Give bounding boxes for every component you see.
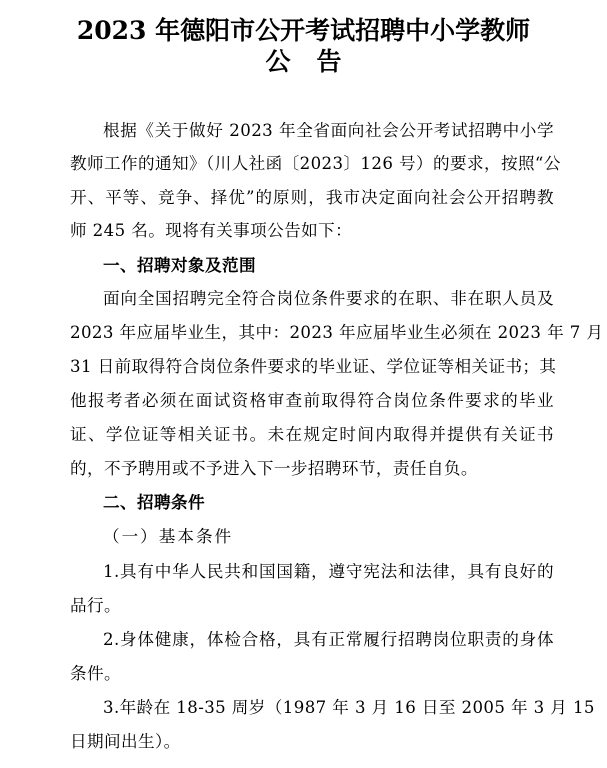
document-title-line-2: 公告: [265, 47, 368, 76]
text-line: 的，不予聘用或不予进入下一步招聘环节，责任自负。: [70, 459, 478, 478]
text-line: 品行。: [70, 596, 121, 615]
text-line: 31 日前取得符合岗位条件要求的毕业证、学位证等相关证书；其: [70, 357, 557, 376]
section-heading-2: 二、招聘条件: [103, 493, 205, 512]
text-line: 根据《关于做好 2023 年全省面向社会公开考试招聘中小学: [103, 121, 554, 140]
subsection-heading: （一）基本条件: [103, 527, 234, 546]
text-line: 3.年龄在 18-35 周岁（1987 年 3 月 16 日至 2005 年 3 月 15: [103, 698, 595, 717]
text-line: 他报考者必须在面试资格审查前取得符合岗位条件要求的毕业: [70, 391, 554, 410]
text-line: 2023 年应届毕业生，其中：2023 年应届毕业生必须在 2023 年 7 月: [70, 323, 604, 342]
text-line: 日期间出生）。: [70, 732, 181, 751]
text-line: 师 245 名。现将有关事项公告如下：: [70, 221, 353, 240]
document-title-line-1: 2023 年德阳市公开考试招聘中小学教师: [76, 16, 531, 45]
text-line: 开、平等、竞争、择优”的原则，我市决定面向社会公开招聘教: [70, 188, 554, 207]
text-line: 教师工作的通知》（川人社函〔2023〕126 号）的要求，按照“公: [70, 154, 561, 173]
text-line: 条件。: [70, 664, 121, 683]
section-heading-1: 一、招聘对象及范围: [103, 256, 256, 275]
text-line: 1.具有中华人民共和国国籍，遵守宪法和法律，具有良好的: [103, 562, 554, 581]
text-line: 2.身体健康，体检合格，具有正常履行招聘岗位职责的身体: [103, 630, 554, 649]
text-line: 证、学位证等相关证书。未在规定时间内取得并提供有关证书: [70, 425, 554, 444]
text-line: 面向全国招聘完全符合岗位条件要求的在职、非在职人员及: [103, 289, 554, 308]
